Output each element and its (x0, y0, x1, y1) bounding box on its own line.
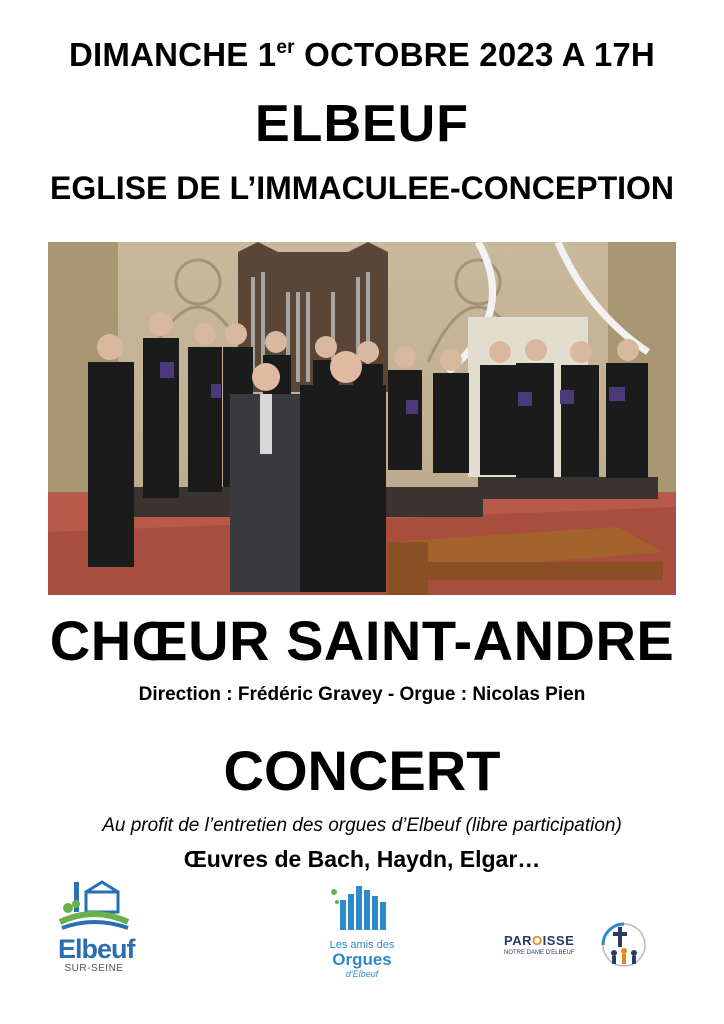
choir-name: CHŒUR SAINT-ANDRE (49, 609, 675, 672)
elbeuf-logo-sub: SUR-SEINE (64, 963, 124, 974)
event-date (0, 36, 724, 74)
paroisse-word-pre: PAR (504, 933, 532, 948)
paroisse-logo-word (504, 933, 574, 948)
date-ordinal: er (276, 37, 295, 58)
church-name: EGLISE DE L’IMMACULEE-CONCEPTION (49, 170, 675, 206)
amis-logo-line2: Orgues (332, 950, 392, 969)
concert-heading: CONCERT (223, 739, 501, 802)
date-rest: OCTOBRE 2023 A 17H (294, 36, 655, 73)
amis-orgues-logo (328, 882, 396, 986)
paroisse-logo (504, 925, 664, 969)
city-title: ELBEUF (255, 95, 469, 153)
paroisse-logo-sub: NOTRE DAME D'ELBEUF (504, 950, 575, 956)
works-line: Œuvres de Bach, Haydn, Elgar… (183, 846, 541, 872)
paroisse-emblem-icon (596, 921, 658, 969)
amis-logo-line1: Les amis des (329, 939, 395, 951)
benefit-line: Au profit de l’entretien des orgues d’Elbeuf (libre participation) (102, 815, 622, 836)
choir-photo-drawing (48, 242, 676, 595)
direction-line: Direction : Frédéric Gravey - Orgue : Nicolas Pien (138, 684, 586, 705)
elbeuf-logo (58, 878, 135, 978)
paroisse-word-accent: O (531, 933, 543, 948)
elbeuf-emblem-icon (58, 878, 130, 930)
elbeuf-logo-name: Elbeuf (58, 934, 135, 964)
amis-logo-line3: d'Elbeuf (345, 969, 379, 979)
organ-pipes-icon (328, 882, 396, 934)
choir-photo (48, 242, 676, 595)
paroisse-word-post: ISSE (542, 933, 575, 948)
date-main: DIMANCHE 1 (69, 36, 277, 73)
